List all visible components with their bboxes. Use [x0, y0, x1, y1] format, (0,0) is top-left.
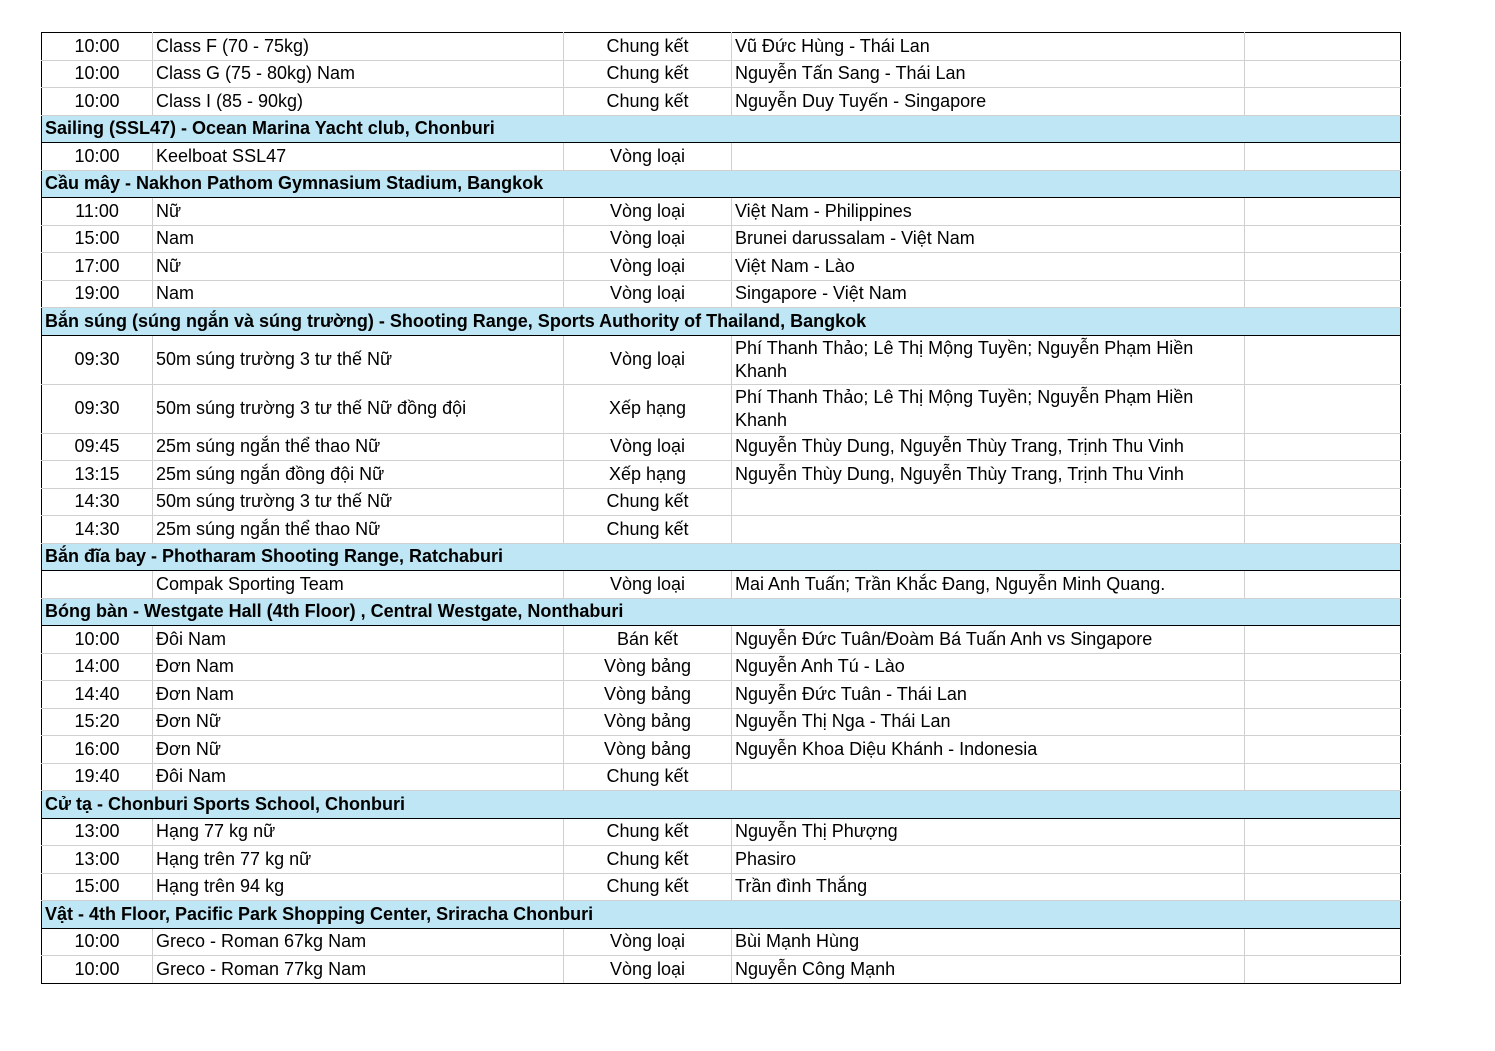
section-title: Bóng bàn - Westgate Hall (4th Floor) , Central Westgate, Nonthaburi [42, 598, 1401, 626]
round-cell: Xếp hạng [564, 461, 732, 489]
athletes-cell: Nguyễn Thị Phượng [732, 818, 1245, 846]
note-cell [1245, 253, 1401, 281]
time-cell: 13:00 [42, 818, 153, 846]
athletes-cell: Bùi Mạnh Hùng [732, 928, 1245, 956]
event-cell: 50m súng trường 3 tư thế Nữ [153, 488, 564, 516]
round-cell: Vòng bảng [564, 708, 732, 736]
round-cell: Vòng bảng [564, 736, 732, 764]
round-cell: Vòng bảng [564, 653, 732, 681]
event-cell: Đơn Nam [153, 681, 564, 709]
event-cell: 50m súng trường 3 tư thế Nữ đồng đội [153, 384, 564, 433]
schedule-row [42, 846, 1401, 874]
time-cell: 10:00 [42, 928, 153, 956]
event-cell: 25m súng ngắn thể thao Nữ [153, 516, 564, 544]
athletes-cell: Nguyễn Duy Tuyến - Singapore [732, 88, 1245, 116]
round-cell: Vòng loại [564, 143, 732, 171]
athletes-cell: Trần đình Thắng [732, 873, 1245, 901]
venue-section-header [42, 543, 1401, 571]
note-cell [1245, 143, 1401, 171]
schedule-row [42, 335, 1401, 384]
event-cell: Đơn Nữ [153, 708, 564, 736]
schedule-row [42, 681, 1401, 709]
time-cell: 09:45 [42, 433, 153, 461]
note-cell [1245, 198, 1401, 226]
schedule-row [42, 60, 1401, 88]
note-cell [1245, 956, 1401, 984]
athletes-cell [732, 143, 1245, 171]
schedule-row [42, 928, 1401, 956]
note-cell [1245, 488, 1401, 516]
round-cell: Chung kết [564, 33, 732, 61]
round-cell: Chung kết [564, 516, 732, 544]
section-title: Sailing (SSL47) - Ocean Marina Yacht club, Chonburi [42, 115, 1401, 143]
event-cell: Nữ [153, 253, 564, 281]
note-cell [1245, 335, 1401, 384]
note-cell [1245, 846, 1401, 874]
athletes-cell: Nguyễn Thùy Dung, Nguyễn Thùy Trang, Trịnh Thu Vinh [732, 461, 1245, 489]
note-cell [1245, 60, 1401, 88]
round-cell: Vòng loại [564, 225, 732, 253]
round-cell: Vòng loại [564, 433, 732, 461]
note-cell [1245, 653, 1401, 681]
section-title: Bắn đĩa bay - Photharam Shooting Range, Ratchaburi [42, 543, 1401, 571]
time-cell: 11:00 [42, 198, 153, 226]
event-cell: Đơn Nam [153, 653, 564, 681]
athletes-cell: Phí Thanh Thảo; Lê Thị Mộng Tuyền; Nguyễn Phạm Hiền Khanh [732, 384, 1245, 433]
athletes-cell: Nguyễn Thị Nga - Thái Lan [732, 708, 1245, 736]
round-cell: Chung kết [564, 763, 732, 791]
time-cell: 15:00 [42, 225, 153, 253]
note-cell [1245, 873, 1401, 901]
round-cell: Chung kết [564, 846, 732, 874]
round-cell: Xếp hạng [564, 384, 732, 433]
athletes-cell [732, 516, 1245, 544]
event-cell: Greco - Roman 67kg Nam [153, 928, 564, 956]
schedule-row [42, 873, 1401, 901]
note-cell [1245, 626, 1401, 654]
athletes-cell: Mai Anh Tuấn; Trần Khắc Đang, Nguyễn Minh Quang. [732, 571, 1245, 599]
section-title: Cử tạ - Chonburi Sports School, Chonburi [42, 791, 1401, 819]
time-cell: 10:00 [42, 88, 153, 116]
event-cell: Đôi Nam [153, 626, 564, 654]
athletes-cell: Việt Nam - Philippines [732, 198, 1245, 226]
schedule-body [42, 33, 1401, 984]
schedule-row [42, 461, 1401, 489]
note-cell [1245, 33, 1401, 61]
section-title: Cầu mây - Nakhon Pathom Gymnasium Stadium, Bangkok [42, 170, 1401, 198]
athletes-cell: Nguyễn Đức Tuân/Đoàm Bá Tuấn Anh vs Singapore [732, 626, 1245, 654]
athletes-cell [732, 763, 1245, 791]
event-cell: Greco - Roman 77kg Nam [153, 956, 564, 984]
time-cell: 10:00 [42, 143, 153, 171]
event-cell: Hạng 77 kg nữ [153, 818, 564, 846]
time-cell: 10:00 [42, 60, 153, 88]
event-cell: 25m súng ngắn thể thao Nữ [153, 433, 564, 461]
round-cell: Chung kết [564, 873, 732, 901]
athletes-cell: Brunei darussalam - Việt Nam [732, 225, 1245, 253]
athletes-cell: Phí Thanh Thảo; Lê Thị Mộng Tuyền; Nguyễn Phạm Hiền Khanh [732, 335, 1245, 384]
event-cell: Nam [153, 225, 564, 253]
time-cell: 14:30 [42, 488, 153, 516]
round-cell: Chung kết [564, 88, 732, 116]
round-cell: Vòng bảng [564, 681, 732, 709]
schedule-row [42, 225, 1401, 253]
note-cell [1245, 681, 1401, 709]
athletes-cell: Nguyễn Tấn Sang - Thái Lan [732, 60, 1245, 88]
athletes-cell: Nguyễn Thùy Dung, Nguyễn Thùy Trang, Trịnh Thu Vinh [732, 433, 1245, 461]
note-cell [1245, 280, 1401, 308]
venue-section-header [42, 598, 1401, 626]
time-cell: 16:00 [42, 736, 153, 764]
time-cell: 15:00 [42, 873, 153, 901]
venue-section-header [42, 170, 1401, 198]
schedule-row [42, 653, 1401, 681]
schedule-row [42, 433, 1401, 461]
athletes-cell: Nguyễn Công Mạnh [732, 956, 1245, 984]
note-cell [1245, 708, 1401, 736]
athletes-cell: Nguyễn Khoa Diệu Khánh - Indonesia [732, 736, 1245, 764]
round-cell: Vòng loại [564, 280, 732, 308]
round-cell: Chung kết [564, 60, 732, 88]
schedule-row [42, 253, 1401, 281]
round-cell: Vòng loại [564, 335, 732, 384]
athletes-cell: Vũ Đức Hùng - Thái Lan [732, 33, 1245, 61]
round-cell: Chung kết [564, 818, 732, 846]
event-cell: Nữ [153, 198, 564, 226]
note-cell [1245, 571, 1401, 599]
schedule-row [42, 818, 1401, 846]
event-cell: Keelboat SSL47 [153, 143, 564, 171]
event-cell: Class I (85 - 90kg) [153, 88, 564, 116]
time-cell: 19:00 [42, 280, 153, 308]
schedule-row [42, 736, 1401, 764]
time-cell [42, 571, 153, 599]
note-cell [1245, 928, 1401, 956]
event-cell: 25m súng ngắn đồng đội Nữ [153, 461, 564, 489]
note-cell [1245, 818, 1401, 846]
athletes-cell: Singapore - Việt Nam [732, 280, 1245, 308]
schedule-row [42, 88, 1401, 116]
event-cell: 50m súng trường 3 tư thế Nữ [153, 335, 564, 384]
schedule-row [42, 516, 1401, 544]
schedule-row [42, 198, 1401, 226]
venue-section-header [42, 308, 1401, 336]
time-cell: 13:00 [42, 846, 153, 874]
venue-section-header [42, 115, 1401, 143]
schedule-row [42, 280, 1401, 308]
time-cell: 13:15 [42, 461, 153, 489]
event-cell: Nam [153, 280, 564, 308]
athletes-cell: Nguyễn Anh Tú - Lào [732, 653, 1245, 681]
schedule-row [42, 488, 1401, 516]
round-cell: Vòng loại [564, 928, 732, 956]
round-cell: Vòng loại [564, 198, 732, 226]
schedule-row [42, 763, 1401, 791]
event-cell: Compak Sporting Team [153, 571, 564, 599]
time-cell: 10:00 [42, 956, 153, 984]
event-cell: Đôi Nam [153, 763, 564, 791]
schedule-row [42, 626, 1401, 654]
note-cell [1245, 384, 1401, 433]
round-cell: Vòng loại [564, 571, 732, 599]
time-cell: 15:20 [42, 708, 153, 736]
note-cell [1245, 225, 1401, 253]
note-cell [1245, 461, 1401, 489]
time-cell: 19:40 [42, 763, 153, 791]
time-cell: 14:30 [42, 516, 153, 544]
event-cell: Hạng trên 94 kg [153, 873, 564, 901]
athletes-cell: Việt Nam - Lào [732, 253, 1245, 281]
athletes-cell: Phasiro [732, 846, 1245, 874]
time-cell: 10:00 [42, 33, 153, 61]
time-cell: 17:00 [42, 253, 153, 281]
event-cell: Đơn Nữ [153, 736, 564, 764]
schedule-row [42, 956, 1401, 984]
event-cell: Class G (75 - 80kg) Nam [153, 60, 564, 88]
venue-section-header [42, 791, 1401, 819]
schedule-row [42, 33, 1401, 61]
section-title: Vật - 4th Floor, Pacific Park Shopping Center, Sriracha Chonburi [42, 901, 1401, 929]
event-cell: Class F (70 - 75kg) [153, 33, 564, 61]
note-cell [1245, 433, 1401, 461]
schedule-row [42, 384, 1401, 433]
venue-section-header [42, 901, 1401, 929]
time-cell: 10:00 [42, 626, 153, 654]
time-cell: 14:00 [42, 653, 153, 681]
note-cell [1245, 736, 1401, 764]
time-cell: 09:30 [42, 335, 153, 384]
time-cell: 14:40 [42, 681, 153, 709]
note-cell [1245, 763, 1401, 791]
event-cell: Hạng trên 77 kg nữ [153, 846, 564, 874]
schedule-table [41, 32, 1401, 984]
athletes-cell: Nguyễn Đức Tuân - Thái Lan [732, 681, 1245, 709]
athletes-cell [732, 488, 1245, 516]
round-cell: Vòng loại [564, 956, 732, 984]
schedule-row [42, 708, 1401, 736]
note-cell [1245, 516, 1401, 544]
time-cell: 09:30 [42, 384, 153, 433]
schedule-row [42, 143, 1401, 171]
round-cell: Bán kết [564, 626, 732, 654]
schedule-row [42, 571, 1401, 599]
round-cell: Vòng loại [564, 253, 732, 281]
note-cell [1245, 88, 1401, 116]
section-title: Bắn súng (súng ngắn và súng trường) - Shooting Range, Sports Authority of Thailand, Bangkok [42, 308, 1401, 336]
round-cell: Chung kết [564, 488, 732, 516]
